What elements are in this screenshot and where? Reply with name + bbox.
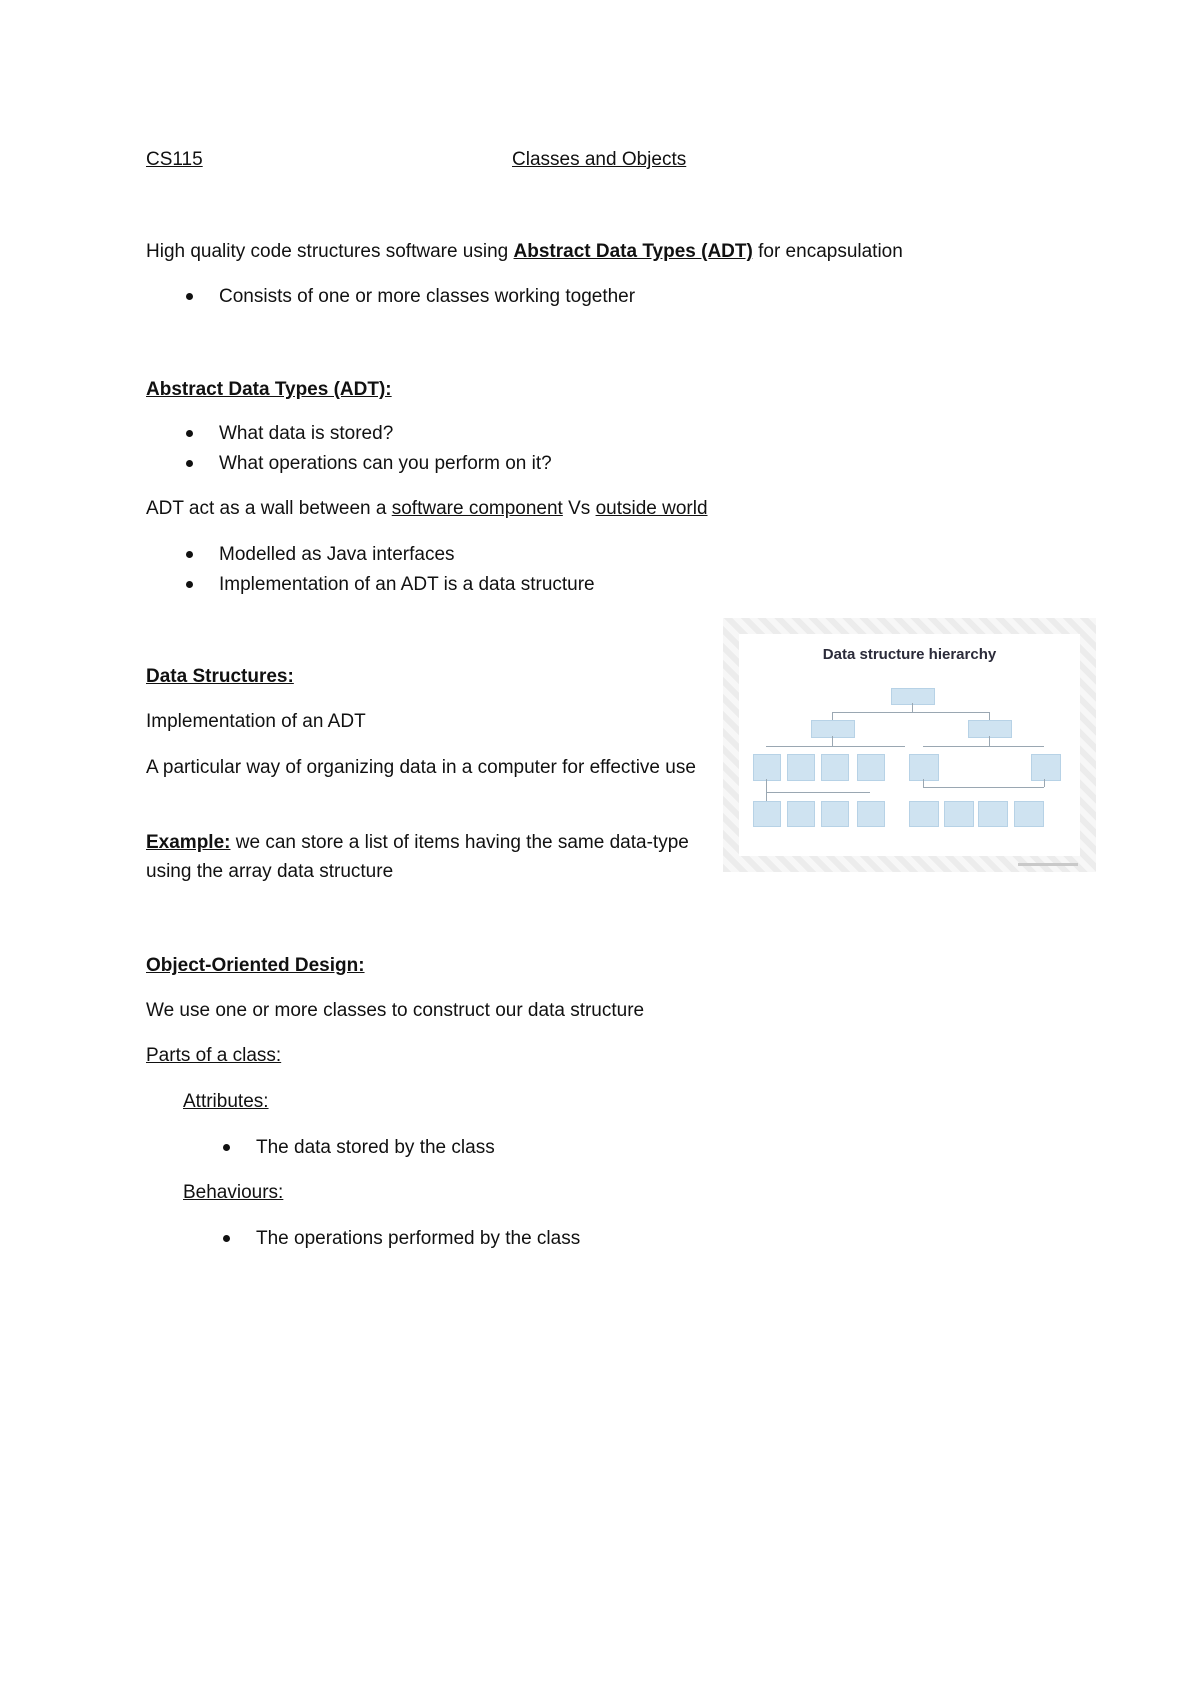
diagram-connector bbox=[989, 736, 990, 746]
diagram-node-tree bbox=[909, 754, 939, 781]
wall-text-mid: Vs bbox=[562, 498, 596, 519]
diagram-node-leaf bbox=[821, 801, 849, 827]
intro-line bbox=[146, 237, 903, 266]
bullet-icon bbox=[223, 1144, 230, 1151]
bullet-icon bbox=[223, 1235, 230, 1242]
section-heading-adt: Abstract Data Types (ADT): bbox=[146, 379, 392, 400]
ood-line-1: We use one or more classes to construct our data structure bbox=[146, 1000, 645, 1021]
outside-world-term: outside world bbox=[595, 498, 708, 519]
diagram-connector bbox=[912, 703, 913, 712]
list-item bbox=[219, 449, 552, 478]
adt-wall-line bbox=[146, 494, 708, 523]
diagram-connector bbox=[923, 779, 924, 787]
list-item bbox=[219, 540, 455, 569]
parts-heading: Parts of a class: bbox=[146, 1045, 282, 1066]
adt-term: Abstract Data Types (ADT) bbox=[513, 241, 753, 262]
diagram-connector bbox=[832, 712, 989, 713]
ds-line-1: Implementation of an ADT bbox=[146, 711, 366, 732]
diagram-node-leaf bbox=[909, 801, 939, 827]
diagram-connector bbox=[923, 787, 1044, 788]
example-label: Example: bbox=[146, 832, 231, 853]
diagram-connector bbox=[766, 746, 905, 747]
list-item bbox=[219, 570, 595, 599]
section-heading-ood: Object-Oriented Design: bbox=[146, 955, 365, 976]
course-code: CS115 bbox=[146, 149, 203, 170]
diagram-connector bbox=[766, 792, 870, 793]
diagram-connector bbox=[1044, 779, 1045, 787]
diagram-node-array bbox=[753, 754, 781, 781]
list-item-text: Consists of one or more classes working together bbox=[219, 286, 636, 307]
diagram-connector bbox=[832, 712, 833, 720]
diagram-node-linked-list bbox=[857, 754, 885, 781]
ds-example bbox=[146, 828, 716, 886]
diagram-node-queue bbox=[821, 754, 849, 781]
diagram-node-leaf bbox=[944, 801, 974, 827]
diagram-node-leaf bbox=[1014, 801, 1044, 827]
diagram-connector bbox=[989, 712, 990, 720]
list-item bbox=[256, 1133, 495, 1162]
list-item-text: What operations can you perform on it? bbox=[219, 453, 552, 474]
list-item-text: Implementation of an ADT is a data structure bbox=[219, 574, 595, 595]
ds-line-2: A particular way of organizing data in a computer for effective use bbox=[146, 757, 696, 778]
bullet-icon bbox=[186, 551, 193, 558]
bullet-icon bbox=[186, 581, 193, 588]
diagram-connector bbox=[923, 746, 1044, 747]
diagram-connector bbox=[832, 736, 833, 746]
intro-text-before: High quality code structures software using bbox=[146, 241, 514, 262]
list-item-text: What data is stored? bbox=[219, 423, 394, 444]
diagram-node-leaf bbox=[753, 801, 781, 827]
diagram-node-graph bbox=[1031, 754, 1061, 781]
list-item-text: The operations performed by the class bbox=[256, 1228, 581, 1249]
intro-text-after: for encapsulation bbox=[752, 241, 903, 262]
diagram-node-nonlinear bbox=[968, 720, 1012, 738]
section-heading-data-structures: Data Structures: bbox=[146, 666, 294, 687]
bullet-icon bbox=[186, 460, 193, 467]
behaviours-heading: Behaviours: bbox=[183, 1182, 284, 1203]
list-item bbox=[219, 282, 635, 311]
diagram-node-stack bbox=[787, 754, 815, 781]
software-component-term: software component bbox=[391, 498, 563, 519]
list-item-text: Modelled as Java interfaces bbox=[219, 544, 455, 565]
diagram-connector bbox=[766, 779, 767, 801]
diagram-node-leaf bbox=[787, 801, 815, 827]
bullet-icon bbox=[186, 293, 193, 300]
example-text: we can store a list of items having the same data-type using the array data structure bbox=[146, 832, 689, 882]
page-title: Classes and Objects bbox=[512, 149, 687, 170]
diagram-node-leaf bbox=[857, 801, 885, 827]
figure-title: Data structure hierarchy bbox=[822, 646, 997, 663]
figure-credit-mark bbox=[1018, 863, 1078, 866]
diagram-node-linear bbox=[811, 720, 855, 738]
diagram-node-root bbox=[891, 688, 935, 705]
bullet-icon bbox=[186, 430, 193, 437]
attributes-heading: Attributes: bbox=[183, 1091, 269, 1112]
data-structure-hierarchy-image bbox=[723, 618, 1096, 872]
wall-text-before: ADT act as a wall between a bbox=[146, 498, 392, 519]
diagram-node-leaf bbox=[978, 801, 1008, 827]
list-item-text: The data stored by the class bbox=[256, 1137, 495, 1158]
list-item bbox=[256, 1224, 580, 1253]
list-item bbox=[219, 419, 393, 448]
